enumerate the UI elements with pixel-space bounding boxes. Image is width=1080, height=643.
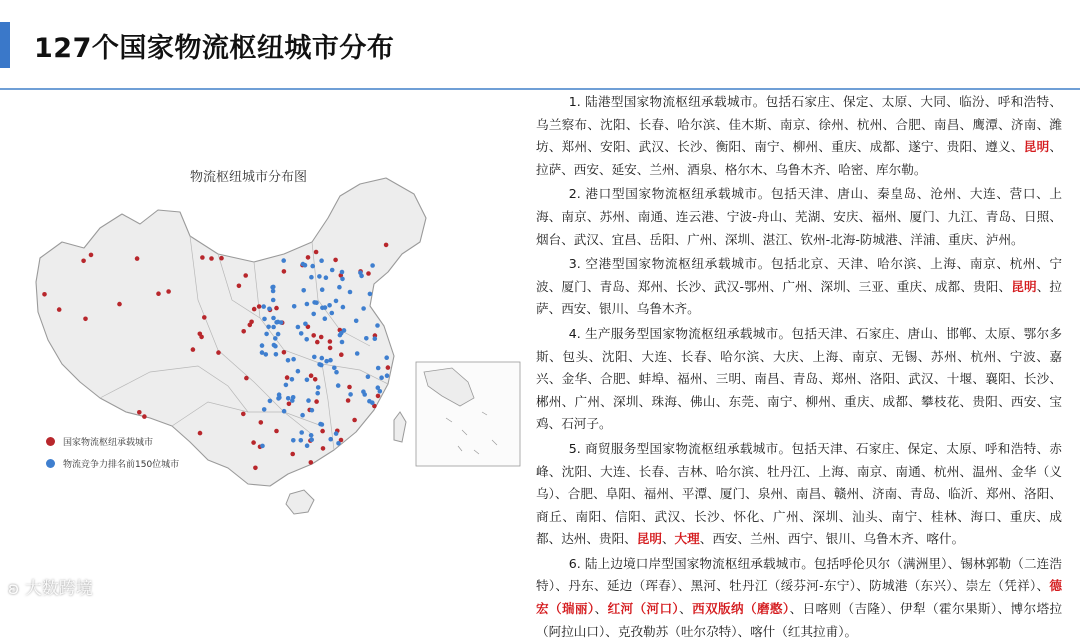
ranked-city-dot (277, 392, 282, 397)
legend-item-hub-cities (46, 430, 179, 452)
ranked-city-dot (320, 356, 325, 361)
ranked-city-dot (271, 316, 276, 321)
hub-city-dot (83, 317, 88, 322)
hub-city-dot (347, 385, 352, 390)
ranked-city-dot (282, 409, 287, 414)
ranked-city-dot (320, 306, 325, 311)
ranked-city-dot (299, 438, 304, 443)
ranked-city-dot (291, 395, 296, 400)
ranked-city-dot (324, 275, 329, 280)
hub-city-dot (198, 431, 203, 436)
hub-city-dot (42, 292, 47, 297)
ranked-city-dot (340, 270, 345, 275)
ranked-city-dot (330, 268, 335, 273)
hub-city-dot (57, 307, 62, 312)
ranked-city-dot (334, 299, 339, 304)
ranked-city-dot (366, 374, 371, 379)
ranked-city-dot (311, 312, 316, 317)
ranked-city-dot (264, 352, 269, 357)
ranked-city-dot (291, 357, 296, 362)
hub-city-dot (274, 306, 279, 311)
section-airport (536, 253, 1062, 321)
section-text: 、西安、兰州、西宁、银川、乌鲁木齐、喀什。 (699, 531, 965, 547)
legend-item-ranked-cities (46, 452, 179, 474)
ranked-city-dot (314, 300, 319, 305)
legend-label: 国家物流枢纽承载城市 (63, 437, 154, 448)
ranked-city-dot (304, 337, 309, 342)
hub-city-dot (191, 347, 196, 352)
ranked-city-dot (373, 336, 378, 341)
watermark-logo-icon: ʚ (8, 579, 20, 599)
hub-city-dot (166, 289, 171, 294)
ranked-city-dot (305, 302, 310, 307)
ranked-city-dot (300, 413, 305, 418)
ranked-city-dot (340, 277, 345, 282)
section-production-service (536, 323, 1062, 436)
ranked-city-dot (276, 332, 281, 337)
ranked-city-dot (376, 366, 381, 371)
hub-city-dot (257, 304, 262, 309)
ranked-city-dot (337, 285, 342, 290)
ranked-city-dot (384, 355, 389, 360)
hub-city-dot (198, 332, 203, 337)
hub-city-dot (137, 410, 142, 415)
hub-city-dot (290, 452, 295, 457)
ranked-city-dot (348, 290, 353, 295)
ranked-city-dot (264, 332, 269, 337)
ranked-city-dot (272, 343, 277, 348)
ranked-city-dot (284, 383, 289, 388)
section-text: 1. 陆港型国家物流枢纽承载城市。包括石家庄、保定、太原、大同、临汾、呼和浩特、乌兰察布、沈阳、长春、哈尔滨、佳木斯、南京、徐州、杭州、合肥、南昌、鹰潭、济南、潍坊、郑州、安阳、武汉、长沙、衡阳、南宁、柳州、重庆、成都、遂宁、贵阳、遵义、 (536, 94, 1062, 155)
section-seaport (536, 183, 1062, 251)
ranked-city-dot (291, 438, 296, 443)
hub-city-dot (309, 373, 314, 378)
hub-city-dot (209, 256, 214, 261)
section-text: 、 (679, 601, 693, 617)
hub-city-dot (352, 418, 357, 423)
ranked-city-dot (378, 389, 383, 394)
ranked-city-dot (354, 319, 359, 324)
ranked-city-dot (316, 385, 321, 390)
ranked-city-dot (261, 304, 266, 309)
section-text: 、 (661, 531, 675, 547)
highlighted-city: 昆明 (1023, 139, 1050, 155)
ranked-city-dot (296, 369, 301, 374)
hub-city-dot (328, 339, 333, 344)
ranked-city-dot (328, 437, 333, 442)
title-divider (0, 88, 1080, 90)
hub-city-dot (248, 323, 253, 328)
ranked-city-dot (273, 336, 278, 341)
legend-red-dot-icon (46, 437, 55, 446)
watermark-logo-text: 大数跨境 (24, 579, 93, 599)
ranked-city-dot (262, 407, 267, 412)
ranked-city-dot (342, 328, 347, 333)
page-title: 127个国家物流枢纽城市分布 (34, 33, 395, 64)
ranked-city-dot (274, 320, 279, 325)
highlighted-city: 德宏（瑞丽） (536, 578, 1062, 617)
title-accent-bar (0, 22, 10, 68)
ranked-city-dot (309, 275, 314, 280)
ranked-city-dot (330, 311, 335, 316)
hub-city-dot (285, 375, 290, 380)
hub-city-dot (320, 429, 325, 434)
ranked-city-dot (359, 274, 364, 279)
ranked-city-dot (320, 287, 325, 292)
ranked-city-dot (305, 378, 310, 383)
ranked-city-dot (317, 362, 322, 367)
watermark-logo (8, 574, 93, 599)
hub-city-dot (376, 394, 381, 399)
hub-city-dot (287, 402, 292, 407)
hub-city-dot (241, 329, 246, 334)
hub-city-list (536, 91, 1063, 639)
section-text: 2. 港口型国家物流枢纽承载城市。包括天津、唐山、秦皇岛、沧州、大连、营口、上海、南京、苏州、南通、连云港、宁波-舟山、芜湖、安庆、福州、厦门、九江、青岛、日照、烟台、武汉、宜昌、岳阳、广州、深圳、湛江、钦州-北海-防城港、洋浦、重庆、泸州。 (536, 186, 1062, 247)
ranked-city-dot (368, 292, 373, 297)
ranked-city-dot (361, 389, 366, 394)
hub-city-dot (241, 412, 246, 417)
hub-city-dot (339, 352, 344, 357)
section-border-port (536, 553, 1062, 643)
ranked-city-dot (385, 373, 390, 378)
hub-city-dot (81, 259, 86, 264)
ranked-city-dot (340, 340, 345, 345)
ranked-city-dot (290, 377, 295, 382)
hub-city-dot (321, 446, 326, 451)
ranked-city-dot (341, 305, 346, 310)
ranked-city-dot (375, 323, 380, 328)
hub-city-dot (251, 440, 256, 445)
section-text: 、 (594, 601, 608, 617)
ranked-city-dot (361, 306, 366, 311)
ranked-city-dot (336, 441, 341, 446)
hub-city-dot (311, 333, 316, 338)
ranked-city-dot (309, 433, 314, 438)
ranked-city-dot (306, 398, 311, 403)
ranked-city-dot (268, 399, 273, 404)
ranked-city-dot (292, 304, 297, 309)
ranked-city-dot (379, 375, 384, 380)
ranked-city-dot (327, 303, 332, 308)
map-legend (46, 430, 179, 474)
ranked-city-dot (281, 258, 286, 263)
hub-city-dot (314, 399, 319, 404)
ranked-city-dot (370, 400, 375, 405)
hub-city-dot (237, 284, 242, 289)
hub-city-dot (117, 302, 122, 307)
section-text: 、拉萨、西安、延安、兰州、酒泉、格尔木、乌鲁木齐、哈密、库尔勒。 (536, 139, 1063, 177)
ranked-city-dot (317, 274, 322, 279)
ranked-city-dot (370, 263, 375, 268)
section-commerce-service (536, 438, 1062, 551)
ranked-city-dot (348, 392, 353, 397)
ranked-city-dot (310, 408, 315, 413)
ranked-city-dot (271, 298, 276, 303)
section-land-port (536, 91, 1062, 181)
ranked-city-dot (310, 264, 315, 269)
hub-city-dot (219, 256, 224, 261)
hub-city-dot (309, 460, 314, 465)
hub-city-dot (156, 291, 161, 296)
hub-city-dot (282, 269, 287, 274)
ranked-city-dot (299, 430, 304, 435)
highlighted-city: 西双版纳（磨憨） (692, 601, 790, 617)
ranked-city-dot (303, 263, 308, 268)
ranked-city-dot (324, 359, 329, 364)
hub-city-dot (89, 253, 94, 258)
ranked-city-dot (355, 351, 360, 356)
ranked-city-dot (301, 288, 306, 293)
ranked-city-dot (336, 383, 341, 388)
hub-city-dot (200, 255, 205, 260)
map-caption: 物流枢纽城市分布图 (190, 170, 308, 185)
hub-city-dot (253, 466, 258, 471)
ranked-city-dot (309, 437, 314, 442)
hub-city-dot (328, 346, 333, 351)
hub-city-dot (259, 420, 264, 425)
hub-city-dot (366, 271, 371, 276)
legend-label: 物流竞争力排名前150位城市 (63, 459, 180, 470)
ranked-city-dot (279, 320, 284, 325)
hainan-island (286, 490, 314, 514)
hub-city-dot (252, 307, 257, 312)
ranked-city-dot (262, 317, 267, 322)
ranked-city-dot (334, 370, 339, 375)
hub-city-dot (386, 365, 391, 370)
highlighted-city: 昆明 (636, 531, 662, 547)
hub-city-dot (314, 250, 319, 255)
hub-city-dot (202, 315, 207, 320)
taiwan-island (394, 412, 406, 442)
hub-city-dot (142, 414, 147, 419)
ranked-city-dot (312, 355, 317, 360)
hub-city-dot (282, 350, 287, 355)
hub-city-dot (384, 243, 389, 248)
highlighted-city: 大理 (674, 531, 700, 547)
hub-city-dot (243, 273, 248, 278)
hub-city-dot (313, 377, 318, 382)
ranked-city-dot (320, 422, 325, 427)
ranked-city-dot (286, 358, 291, 363)
legend-blue-dot-icon (46, 459, 55, 468)
hub-city-dot (346, 398, 351, 403)
ranked-city-dot (296, 325, 301, 330)
section-text: 4. 生产服务型国家物流枢纽承载城市。包括天津、石家庄、唐山、邯郸、太原、鄂尔多斯、包头、沈阳、大连、长春、哈尔滨、大庆、上海、南京、无锡、苏州、杭州、宁波、嘉兴、金华、合肥、蚌埠、福州、三明、南昌、青岛、郑州、洛阳、武汉、十堰、襄阳、长沙、郴州、广州、深圳、珠海、佛山、东莞、南宁、柳州、重庆、成都、攀枝花、贵阳、西安、宝鸡、石河子。 (536, 325, 1062, 432)
ranked-city-dot (315, 391, 320, 396)
hub-city-dot (244, 376, 249, 381)
section-text: 、拉萨、西安、银川、乌鲁木齐。 (536, 278, 1062, 317)
ranked-city-dot (271, 325, 276, 330)
ranked-city-dot (328, 358, 333, 363)
ranked-city-dot (286, 396, 291, 401)
ranked-city-dot (319, 258, 324, 263)
hub-city-dot (319, 335, 324, 340)
highlighted-city: 红河（河口） (607, 601, 680, 617)
ranked-city-dot (364, 336, 369, 341)
ranked-city-dot (323, 316, 328, 321)
section-text: 3. 空港型国家物流枢纽承载城市。包括北京、天津、哈尔滨、上海、南京、杭州、宁波、厦门、青岛、郑州、长沙、武汉-鄂州、广州、深圳、三亚、重庆、成都、贵阳、 (536, 256, 1062, 294)
hub-city-dot (306, 255, 311, 260)
hub-city-dot (315, 340, 320, 345)
section-text: 5. 商贸服务型国家物流枢纽承载城市。包括天津、石家庄、保定、太原、呼和浩特、赤峰、沈阳、大连、长春、吉林、哈尔滨、牡丹江、上海、南京、南通、杭州、温州、金华（义乌）、合肥、阜阳、福州、平潭、厦门、泉州、南昌、赣州、济南、青岛、临沂、郑州、洛阳、商丘、南阳、信阳、武汉、长沙、怀化、广州、深圳、汕头、南宁、桂林、海口、重庆、成都、达州、贵阳、 (536, 440, 1062, 547)
ranked-city-dot (260, 444, 265, 449)
ranked-city-dot (266, 325, 271, 330)
hub-city-dot (135, 256, 140, 261)
section-text: 6. 陆上边境口岸型国家物流枢纽承载城市。包括呼伦贝尔（满洲里）、锡林郭勒（二连浩特）、丹东、延边（珲春）、黑河、牡丹江（绥芬河-东宁）、防城港（东兴）、崇左（凭祥）、 (536, 555, 1062, 594)
hub-city-dot (333, 258, 338, 263)
hub-city-dot (274, 429, 279, 434)
hub-city-dot (216, 350, 221, 355)
ranked-city-dot (305, 443, 310, 448)
ranked-city-dot (334, 431, 339, 436)
ranked-city-dot (299, 331, 304, 336)
ranked-city-dot (274, 352, 279, 357)
highlighted-city: 昆明 (1011, 278, 1037, 294)
ranked-city-dot (267, 307, 272, 312)
section-text: 、日喀则（吉隆）、伊犁（霍尔果斯）、博尔塔拉（阿拉山口）、克孜勒苏（吐尔尕特）、喀什（红其拉甫）。 (536, 601, 1063, 639)
ranked-city-dot (270, 285, 275, 290)
ranked-city-dot (260, 343, 265, 348)
ranked-city-dot (332, 366, 337, 371)
ranked-city-dot (303, 322, 308, 327)
